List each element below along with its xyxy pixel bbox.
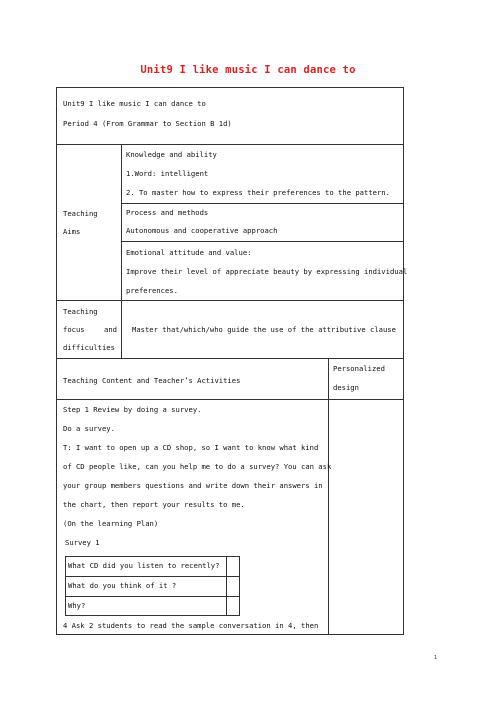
survey-question: What CD did you listen to recently? <box>68 561 220 570</box>
process-heading: Process and methods <box>126 208 209 217</box>
personalized-label: design <box>333 383 359 392</box>
focus-text: Master that/which/who guide the use of the attributive clause <box>132 325 396 334</box>
table-rule <box>121 241 404 242</box>
step-text: (On the learning Plan) <box>63 519 159 528</box>
process-text: Autonomous and cooperative approach <box>126 226 278 235</box>
teaching-aims-label: Aims <box>63 227 81 236</box>
emotional-text: Improve their level of appreciate beauty by expressing individual <box>126 267 408 276</box>
step-text: of CD people like, can you help me to do a survey? You can ask <box>63 462 332 471</box>
knowledge-item: 2. To master how to express their preferences to the pattern. <box>126 188 390 197</box>
focus-label: difficulties <box>63 343 115 352</box>
survey-rule <box>226 556 227 616</box>
table-rule <box>56 300 404 301</box>
teaching-aims-label: Teaching <box>63 209 98 218</box>
content-header-label: Teaching Content and Teacher’s Activities <box>63 376 241 385</box>
knowledge-item: 1.Word: intelligent <box>126 169 209 178</box>
table-rule <box>56 358 404 359</box>
step-text: Survey 1 <box>65 538 100 547</box>
step-text: Step 1 Review by doing a survey. <box>63 405 202 414</box>
page-number: 1 <box>434 655 438 661</box>
survey-question: What do you think of it ? <box>68 581 177 590</box>
survey-rule <box>65 576 240 577</box>
step-text: T: I want to open up a CD shop, so I want to know what kind <box>63 443 319 452</box>
unit-heading: Unit9 I like music I can dance to <box>63 99 206 108</box>
document-title: Unit9 I like music I can dance to <box>140 64 356 76</box>
step-text: 4 Ask 2 students to read the sample conversation in 4, then <box>63 621 319 630</box>
knowledge-heading: Knowledge and ability <box>126 150 217 159</box>
period-heading: Period 4 (From Grammar to Section B 1d) <box>63 119 232 128</box>
focus-label: Teaching <box>63 307 98 316</box>
focus-label-word: focus <box>63 325 85 334</box>
table-rule <box>56 399 404 400</box>
table-rule <box>121 144 122 358</box>
step-text: Do a survey. <box>63 424 115 433</box>
table-rule <box>56 144 404 145</box>
step-text: your group members questions and write down their answers in <box>63 481 323 490</box>
emotional-heading: Emotional attitude and value: <box>126 248 252 257</box>
survey-question: Why? <box>68 601 86 610</box>
table-rule <box>121 203 404 204</box>
focus-label <box>63 322 117 338</box>
focus-label-word: and <box>104 325 117 334</box>
personalized-label: Personalized <box>333 364 385 373</box>
emotional-text: preferences. <box>126 286 178 295</box>
survey-rule <box>65 596 240 597</box>
table-rule <box>328 358 329 635</box>
step-text: the chart, then report your results to me. <box>63 500 245 509</box>
